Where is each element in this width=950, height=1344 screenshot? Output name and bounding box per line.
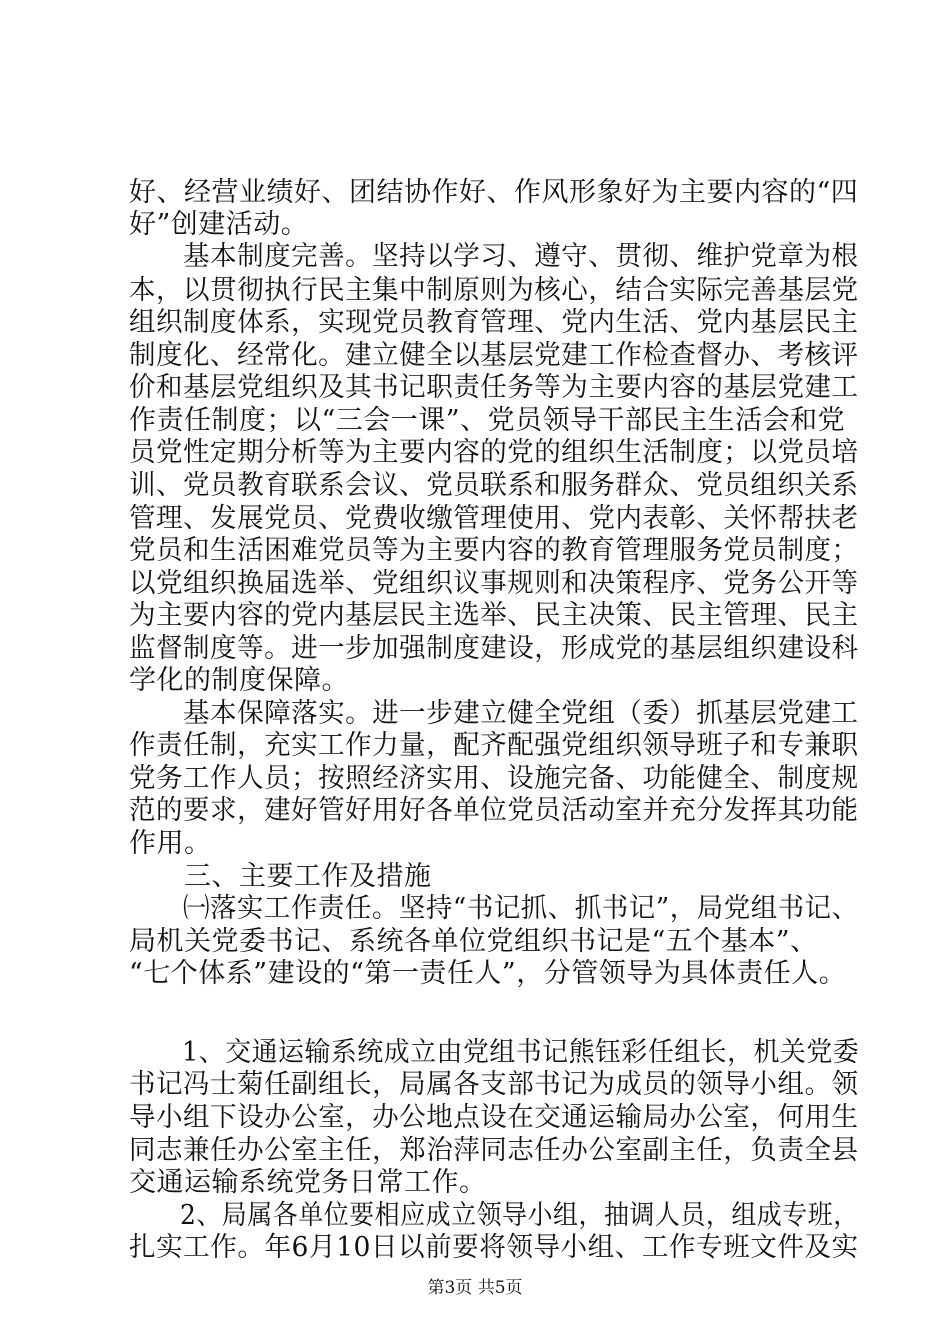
text-line: 为主要内容的党内基层民主选举、民主决策、民主管理、民主 [129,600,859,631]
text-line: 导小组下设办公室，办公地点设在交通运输局办公室，何用生 [129,1102,859,1133]
text-line: 学化的制度保障。 [129,665,349,696]
text-line: 作责任制度；以“三会一课”、党员领导干部民主生活会和党 [129,405,846,436]
section-heading: 三、主要工作及措施 [129,861,432,892]
text-line: 管理、发展党员、党费收缴管理使用、党内表彰、关怀帮扶老 [129,503,859,534]
text-line: 训、党员教育联系会议、党员联系和服务群众、党员组织关系 [129,470,859,501]
text-line: 组织制度体系，实现党员教育管理、党内生活、党内基层民主 [129,307,859,338]
text-line: 基本保障落实。进一步建立健全党组（委）抓基层党建工 [129,698,859,729]
text-line: 交通运输系统党务日常工作。 [129,1167,487,1198]
text-line: 1、交通运输系统成立由党组书记熊钰彩任组长，机关党委 [129,1037,860,1068]
text-line: 好、经营业绩好、团结协作好、作风形象好为主要内容的“四 [129,177,859,208]
text-line: 本，以贯彻执行民主集中制原则为核心，结合实际完善基层党 [129,275,859,306]
text-line: 监督制度等。进一步加强制度建设，形成党的基层组织建设科 [129,633,859,664]
text-line: 2、局属各单位要相应成立领导小组，抽调人员，组成专班， [129,1200,859,1231]
text-line: 局机关党委书记、系统各单位党组织书记是“五个基本”、 [129,926,818,957]
text-line: 同志兼任办公室主任，郑治萍同志任办公室副主任，负责全县 [129,1135,859,1166]
text-line: 基本制度完善。坚持以学习、遵守、贯彻、维护党章为根 [129,241,859,272]
text-line: 党员和生活困难党员等为主要内容的教育管理服务党员制度； [129,535,859,566]
text-line: 扎实工作。年6月10日以前要将领导小组、工作专班文件及实 [129,1232,859,1263]
text-line: ㈠落实工作责任。坚持“书记抓、抓书记”，局党组书记、 [129,893,859,924]
text-line: 范的要求，建好管好用好各单位党员活动室并充分发挥其功能 [129,795,859,826]
text-line: 作责任制，充实工作力量，配齐配强党组织领导班子和专兼职 [129,730,859,761]
text-line: “七个体系”建设的“第一责任人”，分管领导为具体责任人。 [129,958,847,989]
text-line: 制度化、经常化。建立健全以基层党建工作检查督办、考核评 [129,340,859,371]
text-line: 以党组织换届选举、党组织议事规则和决策程序、党务公开等 [129,568,859,599]
page-number-footer: 第3页 共5页 [427,1278,523,1298]
text-line: 价和基层党组织及其书记职责任务等为主要内容的基层党建工 [129,372,859,403]
text-line: 作用。 [129,828,212,859]
text-line: 书记冯士菊任副组长，局属各支部书记为成员的领导小组。领 [129,1069,859,1100]
text-line: 党务工作人员；按照经济实用、设施完备、功能健全、制度规 [129,763,859,794]
text-line: 好”创建活动。 [129,209,309,240]
text-line: 员党性定期分析等为主要内容的党的组织生活制度；以党员培 [129,437,859,468]
